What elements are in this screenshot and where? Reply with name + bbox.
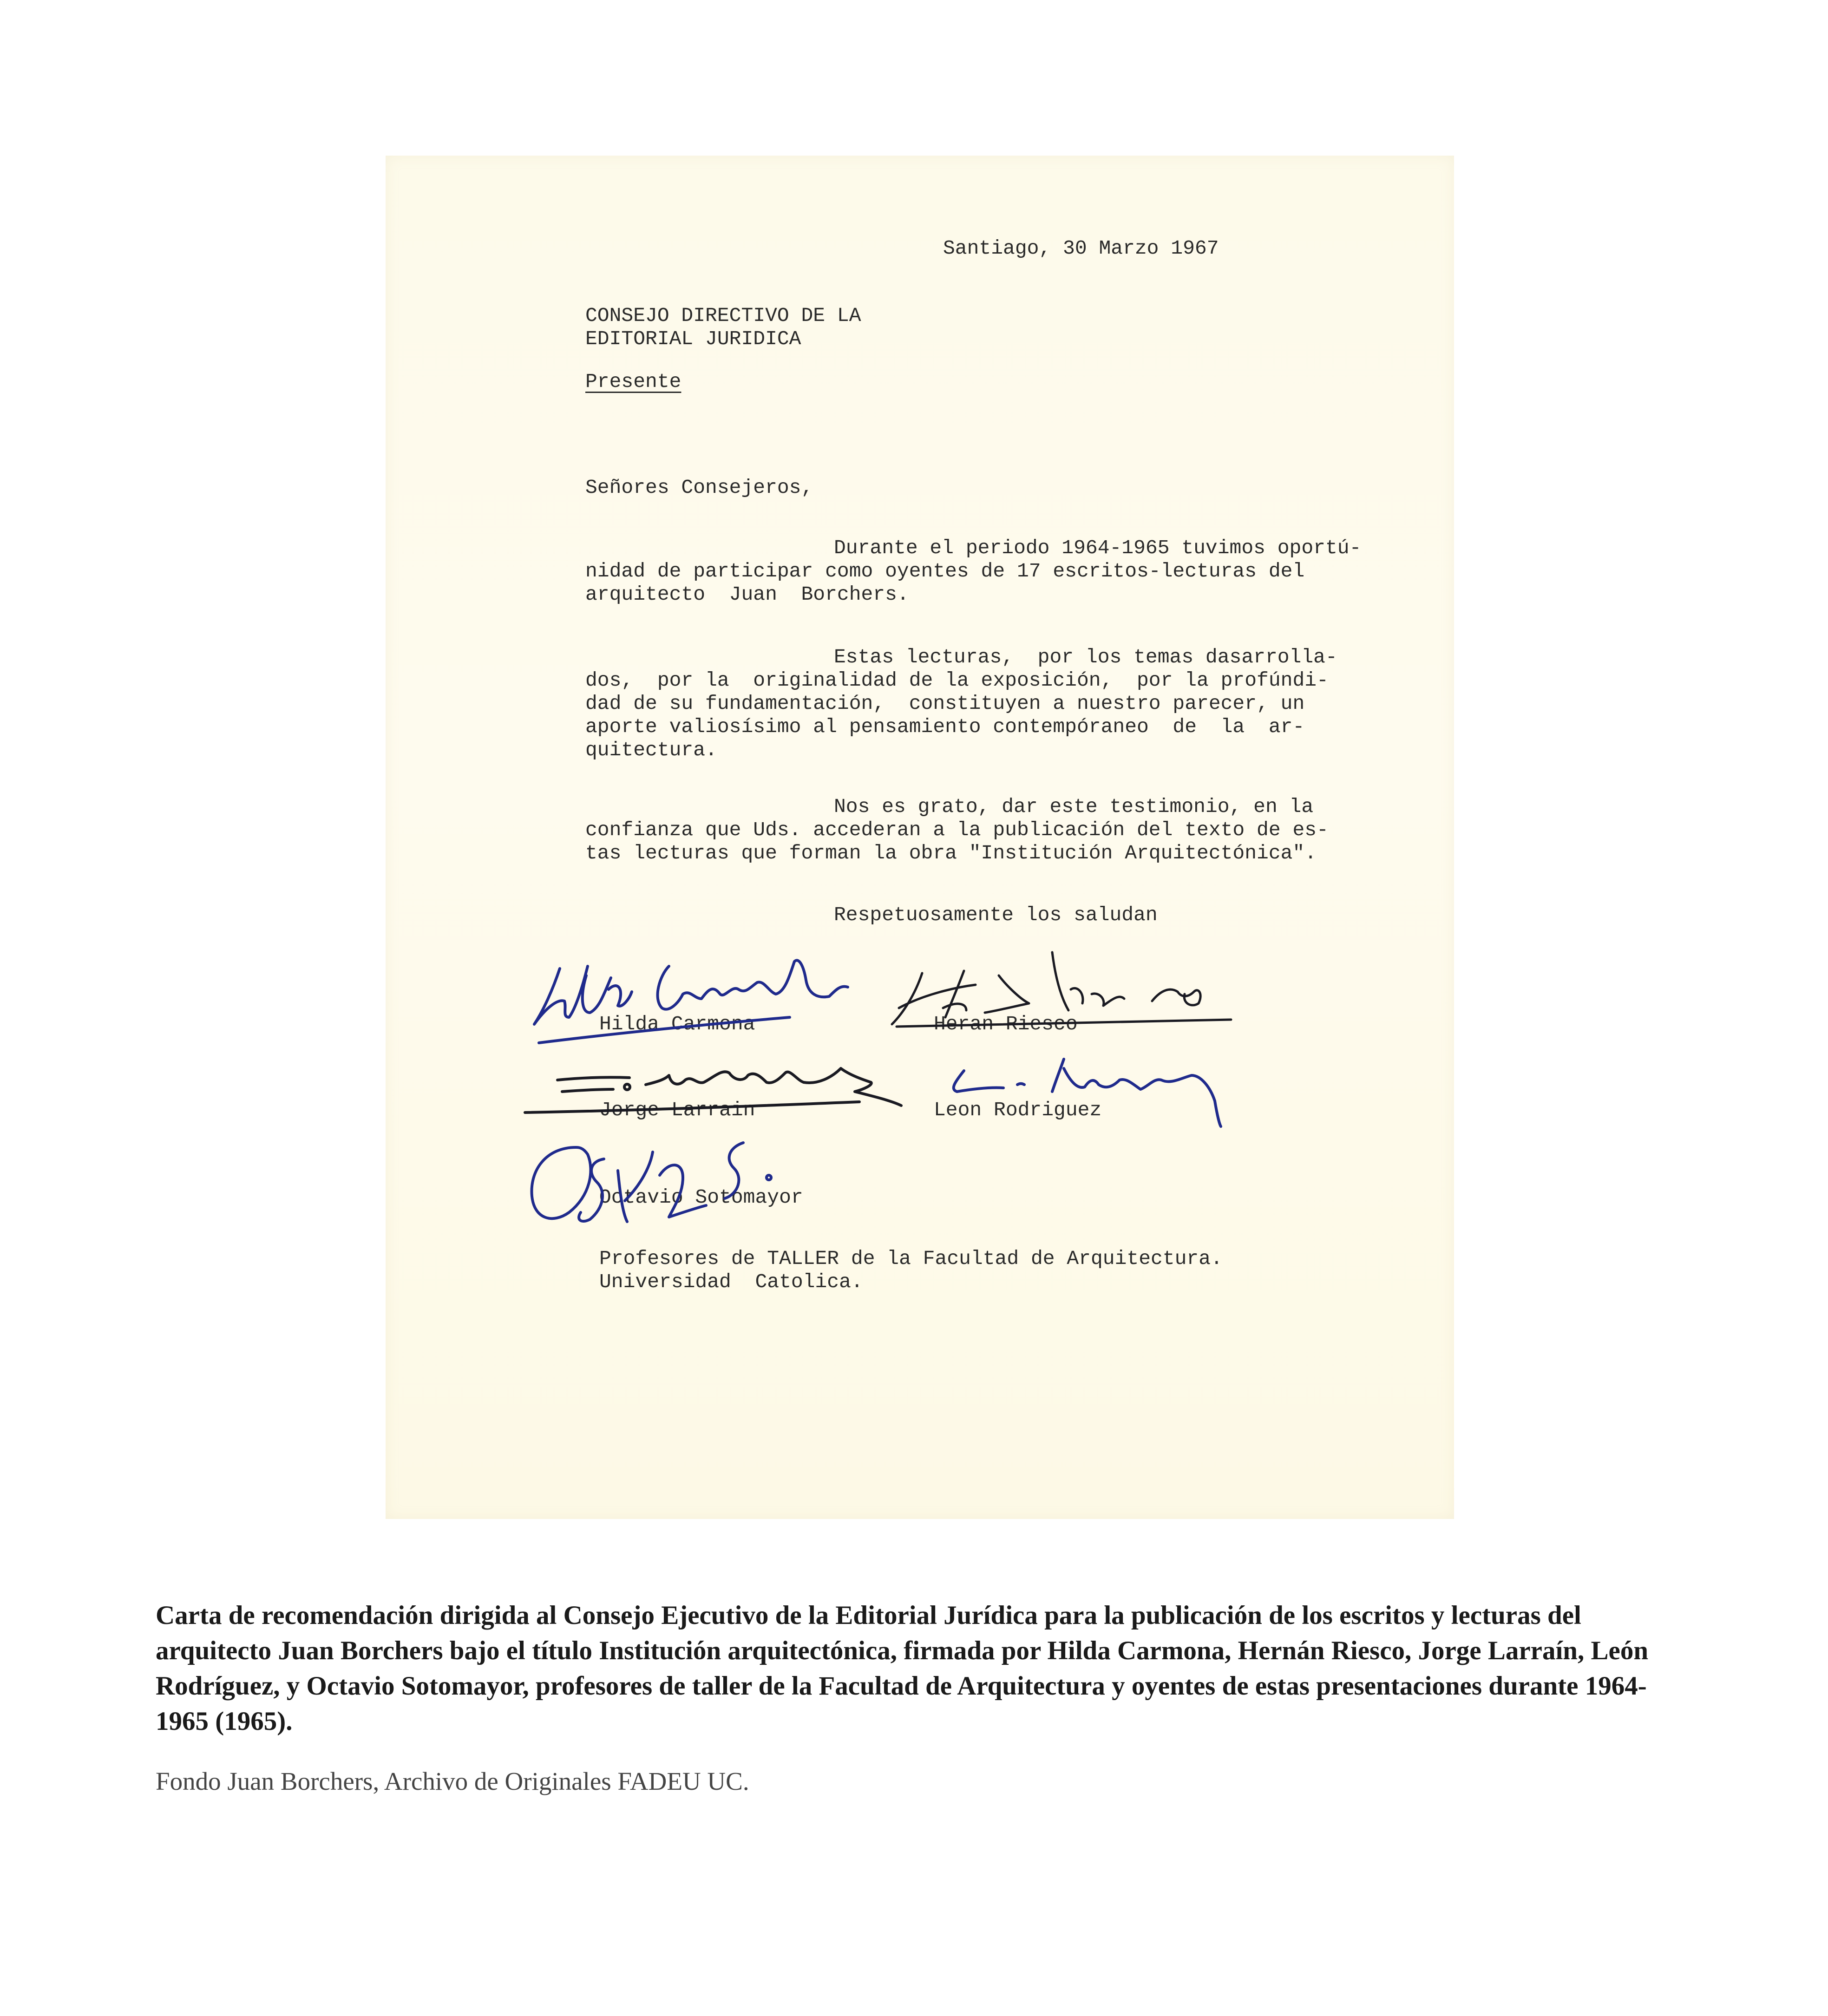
footer-line-2: Universidad Catolica. [599,1270,863,1293]
archive-credit: Fondo Juan Borchers, Archivo de Originales FADEU UC. [156,1767,749,1795]
recipient-line-1: CONSEJO DIRECTIVO DE LA [585,304,861,327]
paragraph-1-line-3: arquitecto Juan Borchers. [585,583,909,606]
closing: Respetuosamente los saludan [834,903,1158,926]
presente-label: Presente [585,370,681,393]
signatory-sotomayor: Octavio Sotomayor [599,1186,803,1209]
salutation: Señores Consejeros, [585,476,813,499]
recipient-line-2: EDITORIAL JURIDICA [585,327,801,350]
signatory-riesco: Heran Riesco [934,1013,1078,1035]
paragraph-1-line-2: nidad de participar como oyentes de 17 escritos-lecturas del [585,560,1305,583]
footer-line-1: Profesores de TALLER de la Facultad de Arquitectura. [599,1247,1223,1270]
paragraph-3-line-3: tas lecturas que forman la obra "Institución Arquitectónica". [585,842,1317,864]
signatory-rodriguez: Leon Rodriguez [934,1099,1102,1121]
paragraph-2-line-1: Estas lecturas, por los temas dasarrolla- [834,646,1337,668]
paragraph-3-line-2: confianza que Uds. accederan a la publicación del texto de es- [585,818,1329,841]
paragraph-3-line-1: Nos es grato, dar este testimonio, en la [834,795,1314,818]
paragraph-2-line-4: aporte valiosísimo al pensamiento contempóraneo de la ar- [585,715,1305,738]
figure-caption: Carta de recomendación dirigida al Consejo Ejecutivo de la Editorial Jurídica para la publicación de los escritos y lecturas del arquitecto Juan Borchers bajo el título Institución arquitectónica, firmada por Hilda Carmona, Hernán Riesco, Jorge Larraín, León Rodríguez, y Octavio Sotomayor, profesores de taller de la Facultad de Arquitectura y oyentes de estas presentaciones durante 1964-1965 (1965). [156,1601,1649,1736]
paragraph-2-line-2: dos, por la originalidad de la exposición, por la profúndi- [585,669,1329,692]
paragraph-2-line-5: quitectura. [585,739,717,761]
letter-date: Santiago, 30 Marzo 1967 [943,237,1219,260]
paragraph-2-line-3: dad de su fundamentación, constituyen a nuestro parecer, un [585,692,1305,715]
signatory-larrain: Jorge Larrain [599,1099,755,1121]
signatory-carmona: Hilda Carmona [599,1013,755,1035]
paragraph-1-line-1: Durante el periodo 1964-1965 tuvimos oportú- [834,537,1362,559]
